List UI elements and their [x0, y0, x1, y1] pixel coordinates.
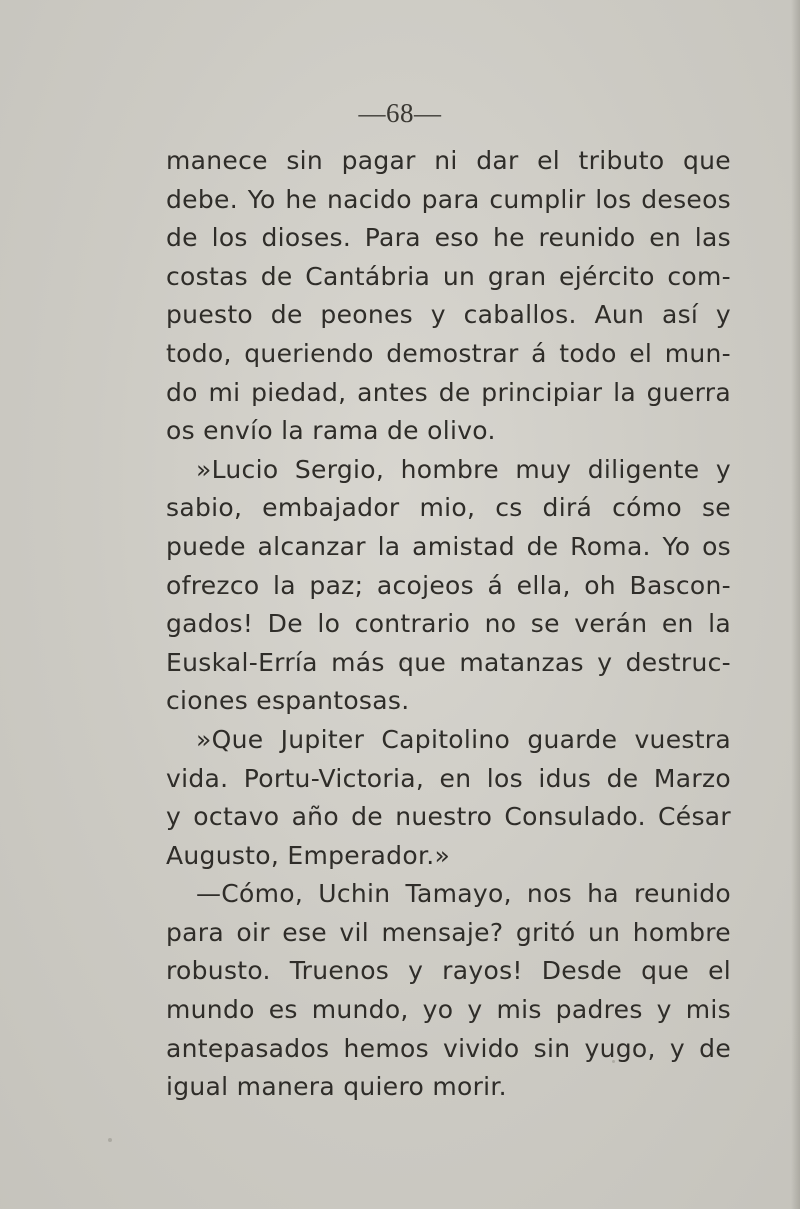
- text-line: puede alcanzar la amistad de Roma. Yo os: [166, 531, 731, 561]
- text-line: ciones espantosas.: [166, 686, 410, 716]
- text-line: todo, queriendo demostrar á todo el mun-: [166, 338, 731, 368]
- text-line: igual manera quiero morir.: [166, 1072, 507, 1102]
- paper-speck: [108, 1138, 112, 1142]
- page-edge-shadow: [791, 0, 800, 1209]
- text-line: robusto. Truenos y rayos! Desde que el: [166, 956, 731, 986]
- text-line: de los dioses. Para eso he reunido en las: [166, 223, 731, 253]
- text-line: os envío la rama de olivo.: [166, 416, 496, 446]
- text-line: debe. Yo he nacido para cumplir los deseos: [166, 184, 731, 214]
- text-line: sabio, embajador mio, cs dirá cómo se: [166, 493, 731, 523]
- text-line: »Lucio Sergio, hombre muy diligente y: [196, 454, 731, 484]
- text-line: gados! De lo contrario no se verán en la: [166, 609, 731, 639]
- text-line: antepasados hemos vivido sin yugo, y de: [166, 1033, 731, 1063]
- text-line: manece sin pagar ni dar el tributo que: [166, 146, 731, 175]
- text-line: Augusto, Emperador.»: [166, 840, 451, 870]
- text-line: costas de Cantábria un gran ejército com-: [166, 261, 731, 291]
- text-line: puesto de peones y caballos. Aun así y: [166, 300, 731, 330]
- text-line: vida. Portu-Victoria, en los idus de Marzo: [166, 763, 731, 793]
- text-line: ofrezco la paz; acojeos á ella, oh Bascon-: [166, 570, 731, 600]
- text-line: para oir ese vil mensaje? gritó un hombre: [166, 917, 731, 947]
- text-line: Euskal-Erría más que matanzas y destruc-: [166, 647, 731, 677]
- body-text: [166, 142, 731, 1107]
- text-line: y octavo año de nuestro Consulado. César: [166, 802, 731, 832]
- text-line: »Que Jupiter Capitolino guarde vuestra: [196, 724, 731, 754]
- text-line: do mi piedad, antes de principiar la guerra: [166, 377, 731, 407]
- text-line: —Cómo, Uchin Tamayo, nos ha reunido: [196, 879, 731, 909]
- page-number: —68—: [358, 98, 442, 128]
- text-line: mundo es mundo, yo y mis padres y mis: [166, 995, 731, 1025]
